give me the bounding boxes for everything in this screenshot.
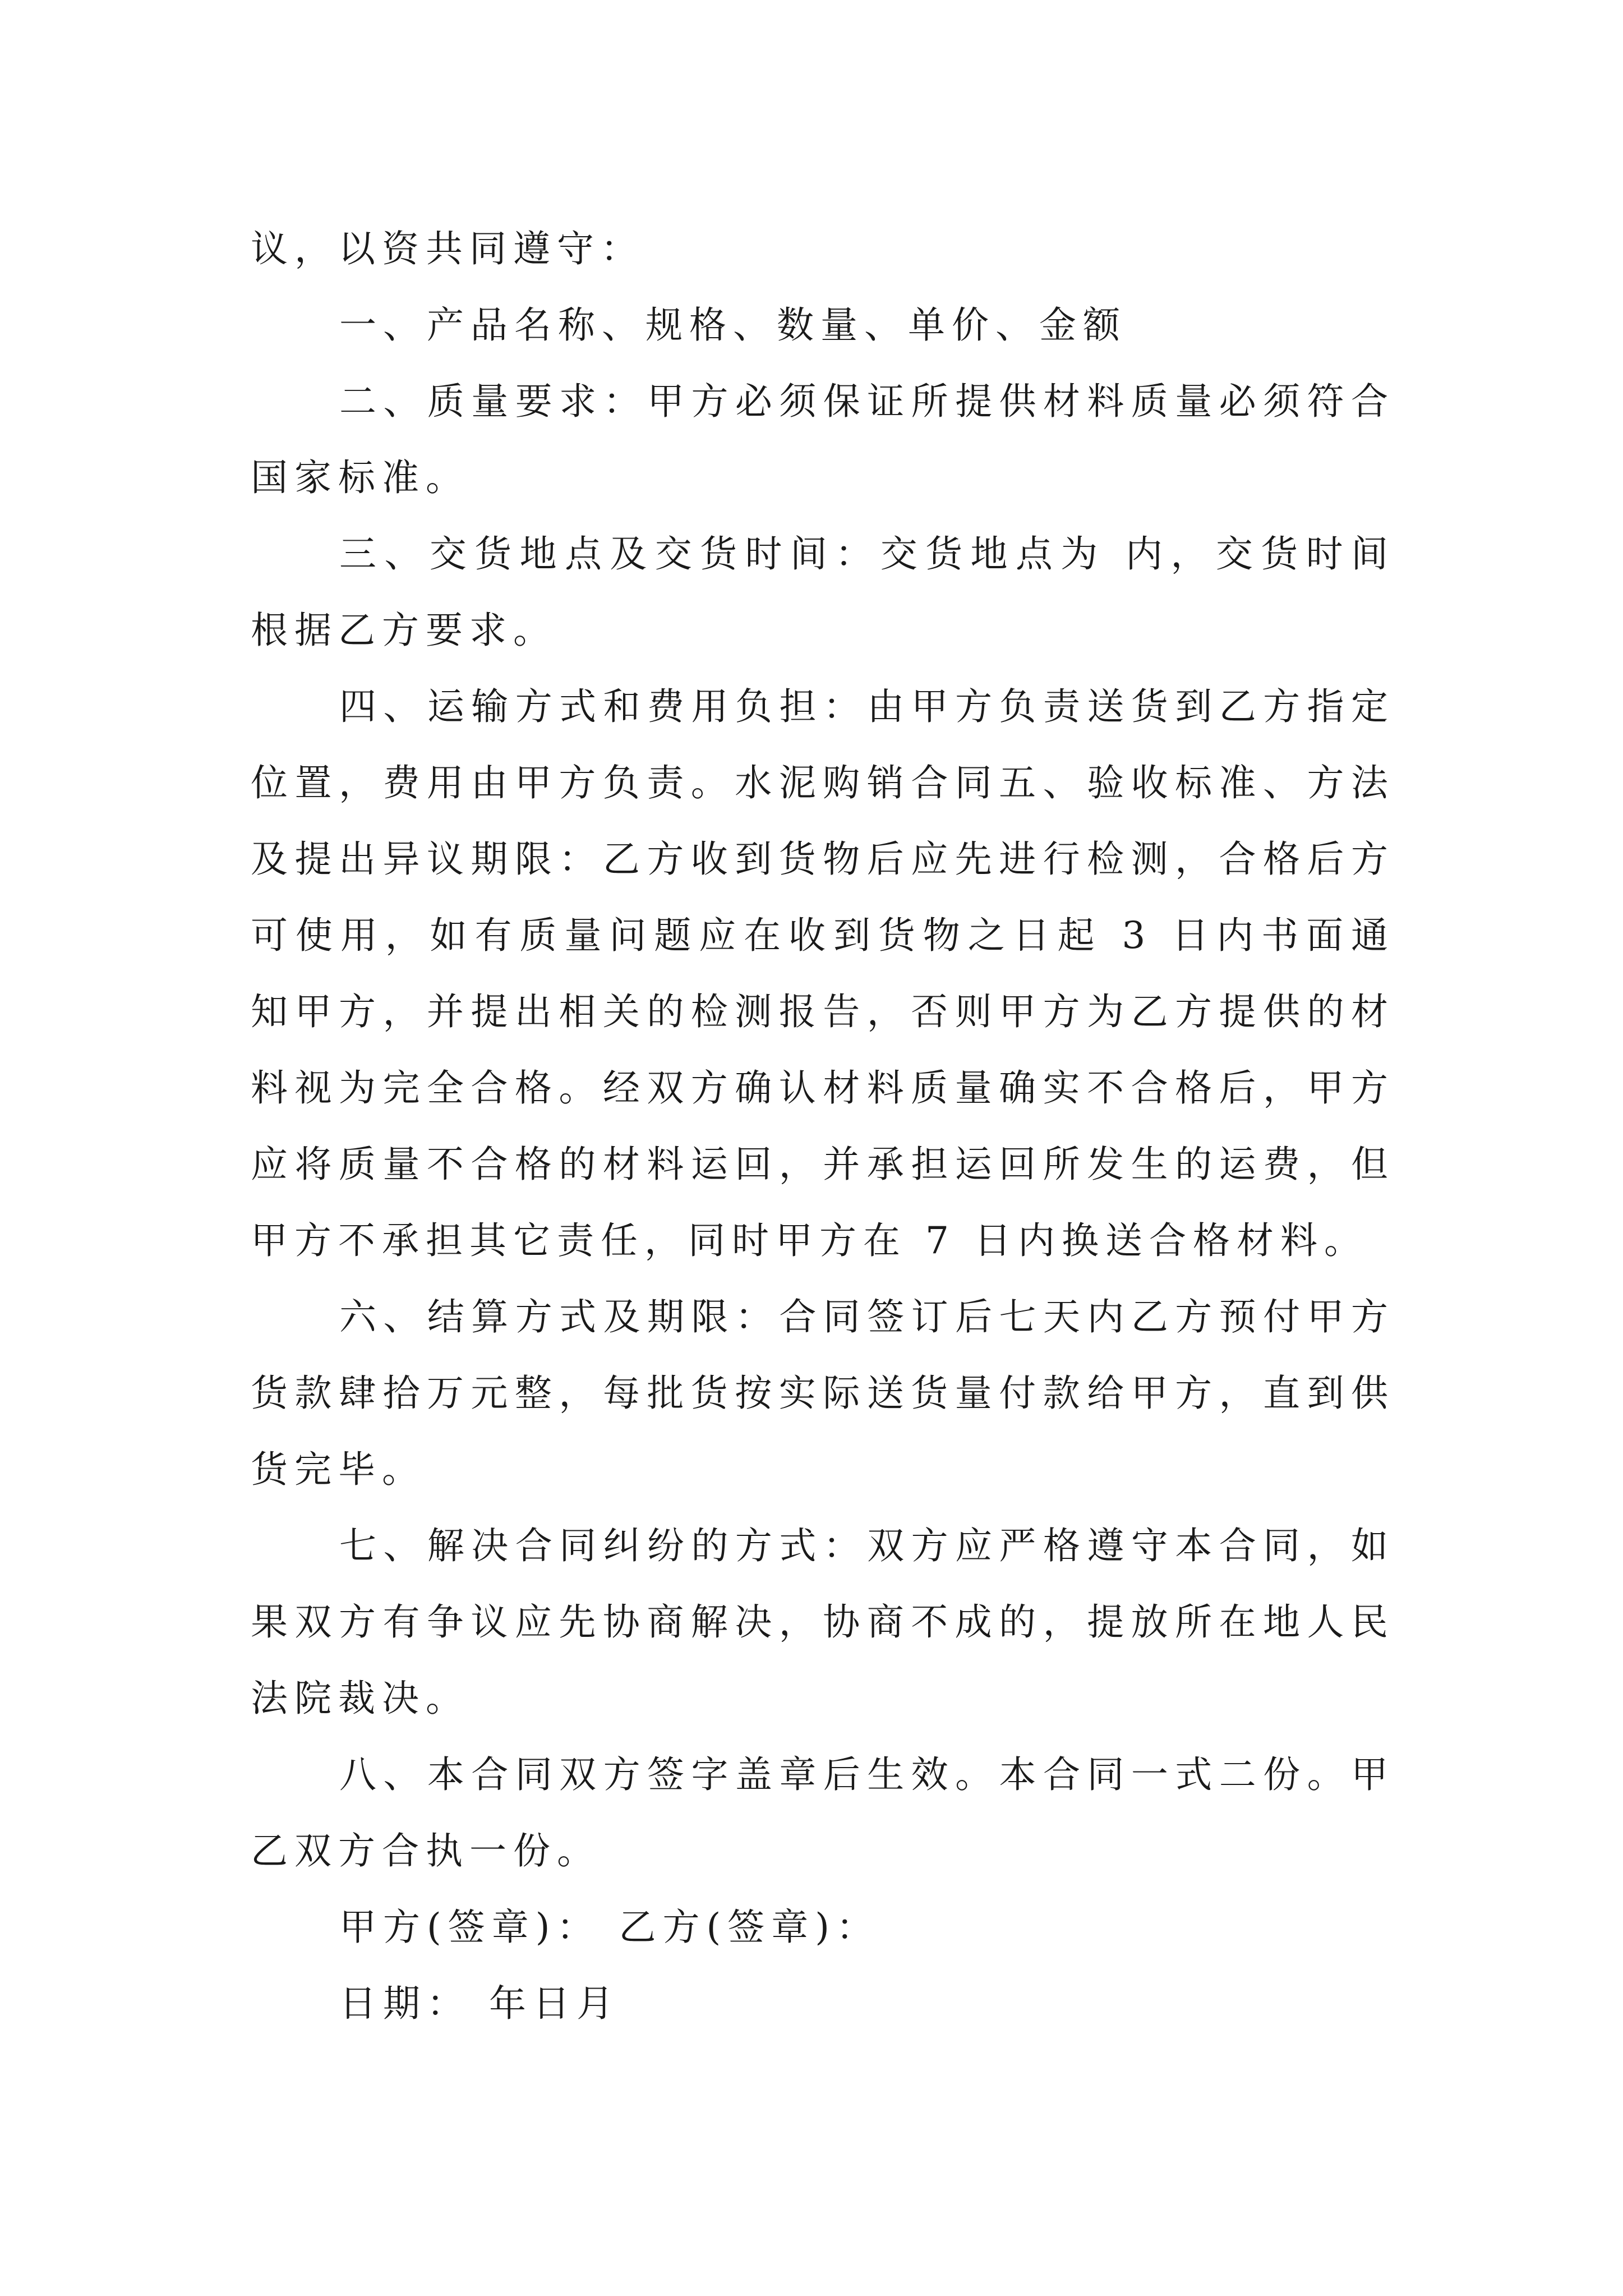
paragraph-clause-8: 八、本合同双方签字盖章后生效。本合同一式二份。甲乙双方合执一份。: [251, 1753, 1395, 1872]
date-line: 日期： 年日月: [339, 1982, 620, 2025]
signature-line: 甲方(签章)： 乙方(签章)：: [339, 1906, 880, 1949]
paragraph-clause-3: 三、交货地点及交货时间：交货地点为 内，交货时间根据乙方要求。: [251, 532, 1395, 652]
paragraph-clause-6: 六、结算方式及期限：合同签订后七天内乙方预付甲方货款肆拾万元整，每批货按实际送货量付款给甲方，直到供货完毕。: [251, 1295, 1395, 1491]
paragraph-clause-1: 一、产品名称、规格、数量、单价、金额: [339, 303, 1127, 347]
paragraph-clause-7: 七、解决合同纠纷的方式：双方应严格遵守本合同，如果双方有争议应先协商解决，协商不成的，提放所在地人民法院裁决。: [251, 1524, 1395, 1720]
document-body: [251, 211, 1395, 2042]
paragraph-clause-2: 二、质量要求：甲方必须保证所提供材料质量必须符合国家标准。: [251, 380, 1395, 499]
paragraph-intro-tail: 议，以资共同遵守：: [251, 227, 644, 270]
paragraph-clause-4-5: 四、运输方式和费用负担：由甲方负责送货到乙方指定位置，费用由甲方负责。水泥购销合同五、验收标准、方法及提出异议期限：乙方收到货物后应先进行检测，合格后方可使用，如有质量问题应在收到货物之日起 3 日内书面通知甲方，并提出相关的检测报告，否则甲方为乙方提供的材料视为完全合格。经双方确认材料质量确实不合格后，甲方应将质量不合格的材料运回，并承担运回所发生的运费，但甲方不承担其它责任，同时甲方在 7 日内换送合格材料。: [251, 685, 1395, 1262]
